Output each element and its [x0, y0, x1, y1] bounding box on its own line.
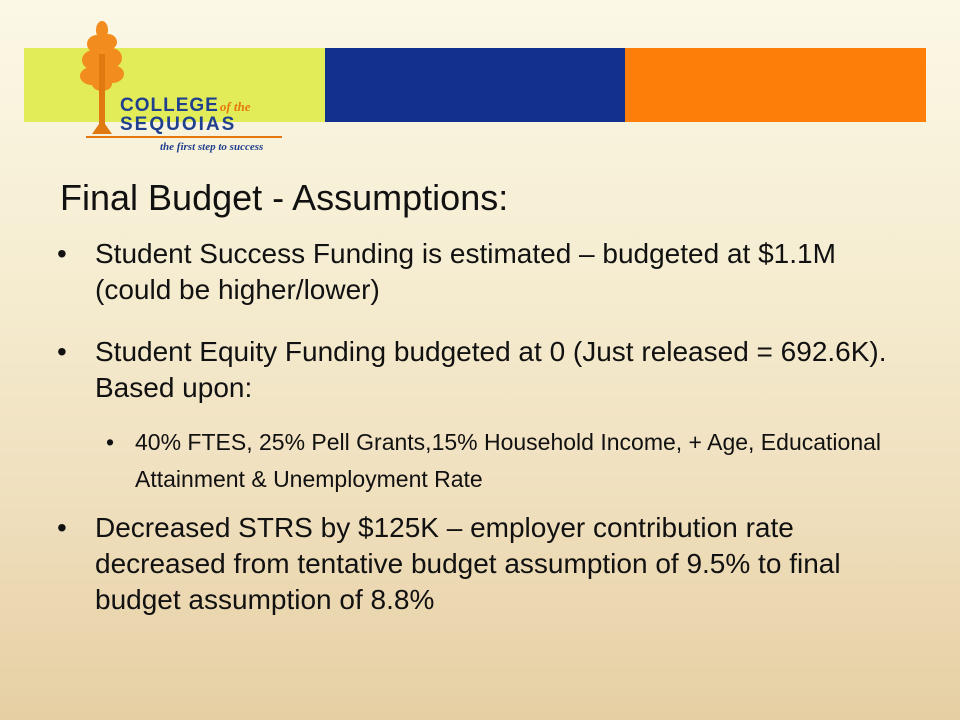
bullet-item: [57, 334, 905, 406]
bullet-marker: •: [106, 429, 115, 455]
college-logo: [78, 14, 298, 154]
bullet-marker: •: [57, 512, 67, 543]
logo-wordmark-line2: SEQUOIAS: [120, 114, 237, 135]
bullet-item: [57, 236, 905, 308]
slide-title: Final Budget - Assumptions:: [60, 177, 509, 218]
bullet-marker: •: [57, 336, 67, 367]
sub-bullet-item: [106, 424, 905, 498]
bullet-text: Decreased STRS by $125K – employer contribution rate decreased from tentative budget assumption of 9.5% to final budget assumption of 8.8%: [95, 512, 841, 615]
logo-college-text: COLLEGE: [120, 95, 219, 116]
bullet-text: Student Success Funding is estimated – budgeted at $1.1M (could be higher/lower): [95, 238, 836, 305]
logo-tagline: the first step to success: [160, 141, 264, 153]
bullet-item: [57, 510, 905, 618]
logo-of-the-text: of the: [219, 99, 251, 114]
bullet-marker: •: [57, 238, 67, 269]
header-band-orange: [625, 48, 926, 122]
logo-wordmark-line1: [120, 96, 251, 116]
logo-underline: [86, 136, 282, 138]
bullet-text: Student Equity Funding budgeted at 0 (Just released = 692.6K). Based upon:: [95, 336, 887, 403]
sub-bullet-text: 40% FTES, 25% Pell Grants,15% Household Income, + Age, Educational Attainment & Unemployment Rate: [135, 429, 882, 492]
header-band-blue: [325, 48, 625, 122]
